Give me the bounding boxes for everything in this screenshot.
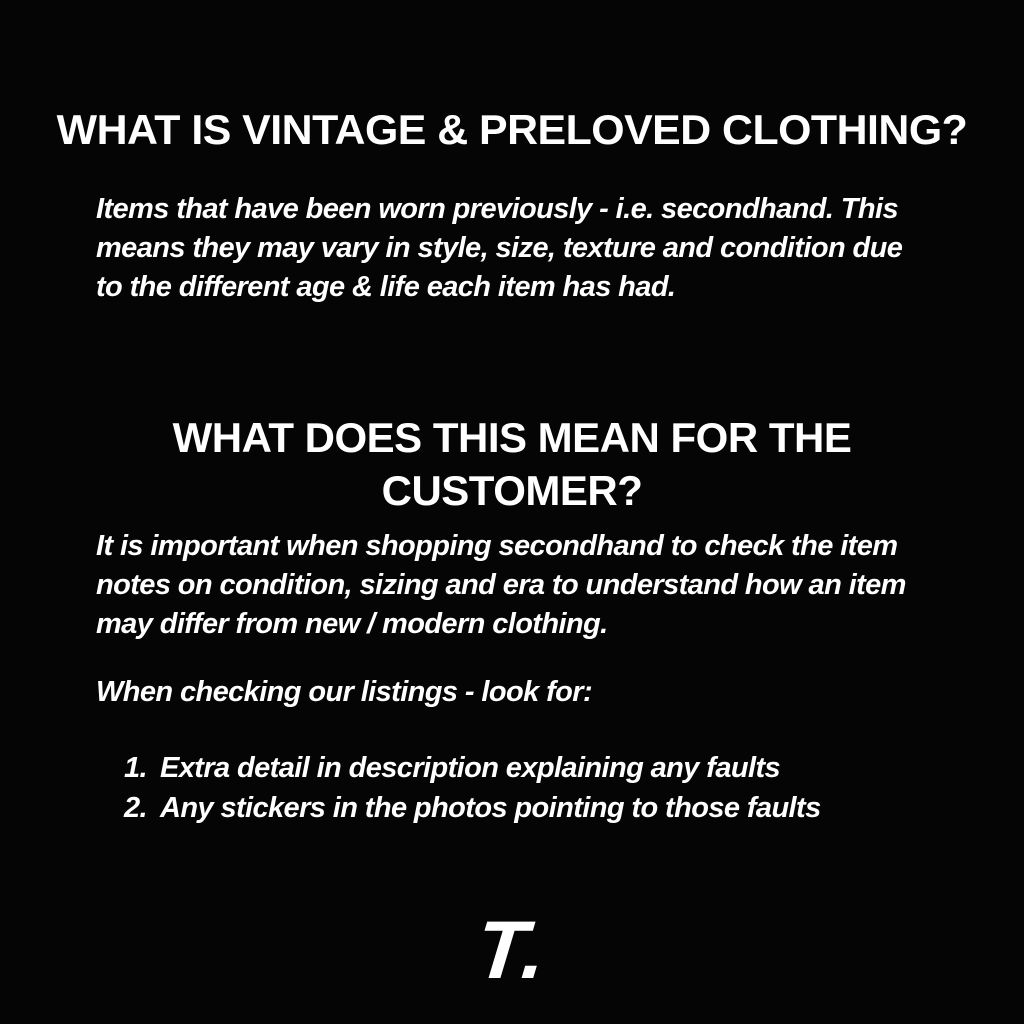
intro-paragraph — [96, 190, 956, 307]
listings-intro-text: When checking our listings - look for: — [96, 676, 593, 708]
intro-paragraph-line: Items that have been worn previously - i.e. secondhand. This — [96, 193, 898, 225]
checklist-item-number: 1. — [124, 752, 147, 784]
intro-paragraph-line: means they may vary in style, size, texture and condition due — [96, 232, 903, 264]
customer-paragraph — [96, 527, 956, 644]
page-title: WHAT IS VINTAGE & PRELOVED CLOTHING? — [56, 106, 968, 154]
customer-paragraph-line: may differ from new / modern clothing. — [96, 608, 608, 640]
checklist-item-text: Any stickers in the photos pointing to those faults — [160, 792, 821, 824]
brand-logo: T. — [471, 905, 553, 996]
checklist — [124, 748, 924, 828]
intro-paragraph-line: to the different age & life each item has had. — [96, 271, 676, 303]
customer-heading-line: WHAT DOES THIS MEAN FOR THE — [172, 413, 852, 461]
customer-paragraph-line: It is important when shopping secondhand to check the item — [96, 530, 898, 562]
checklist-item — [124, 788, 924, 828]
customer-heading-line: CUSTOMER? — [381, 466, 643, 514]
checklist-item-number: 2. — [124, 792, 147, 824]
customer-paragraph-line: notes on condition, sizing and era to understand how an item — [96, 569, 906, 601]
checklist-item-text: Extra detail in description explaining any faults — [160, 752, 781, 784]
checklist-item — [124, 748, 924, 788]
customer-heading — [0, 411, 1024, 517]
